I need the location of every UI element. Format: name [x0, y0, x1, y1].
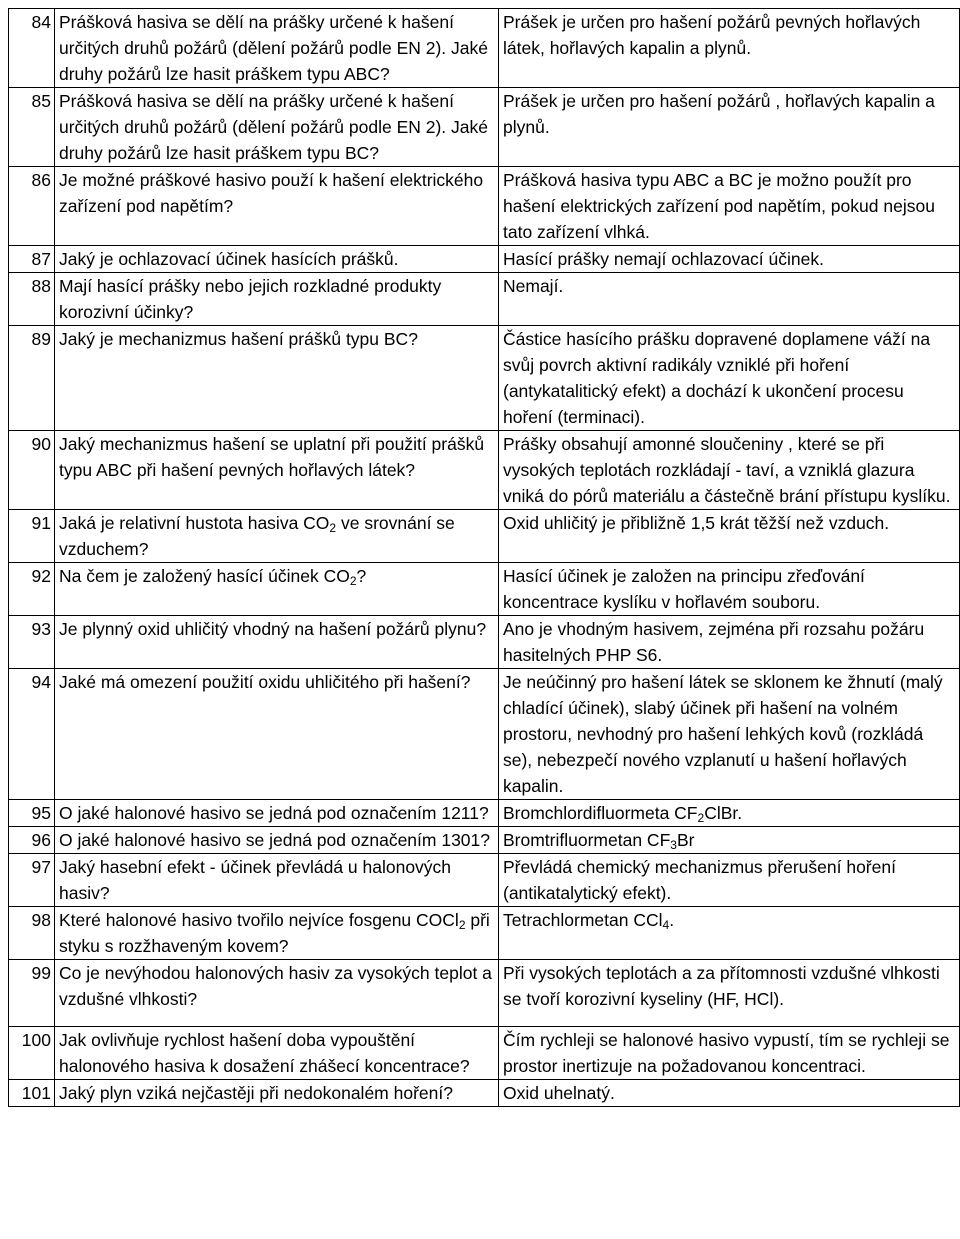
row-number: 98 [9, 907, 55, 960]
answer-cell [499, 827, 960, 854]
question-cell: Jaký je mechanizmus hašení prášků typu BC? [55, 326, 499, 431]
row-number: 88 [9, 273, 55, 326]
answer-cell: Prášková hasiva typu ABC a BC je možno použít pro hašení elektrických zařízení pod napětím, pokud nejsou tato zařízení vlhká. [499, 167, 960, 246]
answer-cell: Prášek je určen pro hašení požárů , hořlavých kapalin a plynů. [499, 88, 960, 167]
answer-text-pre: Tetrachlormetan CCl [503, 910, 663, 930]
subscript: 2 [329, 521, 337, 535]
answer-cell [499, 907, 960, 960]
row-number: 87 [9, 246, 55, 273]
row-number: 101 [9, 1080, 55, 1107]
question-cell: Jaký mechanizmus hašení se uplatní při použití prášků typu ABC při hašení pevných hořlavých látek? [55, 431, 499, 510]
question-text-pre: Které halonové hasivo tvořilo nejvíce fosgenu COCl [59, 910, 459, 930]
table-row [9, 510, 960, 563]
answer-cell: Oxid uhelnatý. [499, 1080, 960, 1107]
table-row [9, 273, 960, 326]
question-cell: Co je nevýhodou halonových hasiv za vysokých teplot a vzdušné vlhkosti? [55, 960, 499, 1027]
answer-cell: Oxid uhličitý je přibližně 1,5 krát těžší než vzduch. [499, 510, 960, 563]
question-cell [55, 563, 499, 616]
table-row [9, 167, 960, 246]
row-number: 86 [9, 167, 55, 246]
question-text-post: ve srovnání se vzduchem? [59, 513, 455, 559]
row-number: 95 [9, 800, 55, 827]
subscript: 2 [458, 918, 466, 932]
question-text-pre: Jaká je relativní hustota hasiva CO [59, 513, 330, 533]
table-row [9, 827, 960, 854]
answer-cell: Prášek je určen pro hašení požárů pevných hořlavých látek, hořlavých kapalin a plynů. [499, 9, 960, 88]
question-cell: Je plynný oxid uhličitý vhodný na hašení požárů plynu? [55, 616, 499, 669]
question-text-post: při styku s rozžhaveným kovem? [59, 910, 490, 956]
row-number: 94 [9, 669, 55, 800]
qa-table [8, 8, 960, 1107]
question-cell: Mají hasící prášky nebo jejich rozkladné produkty korozivní účinky? [55, 273, 499, 326]
answer-cell: Čím rychleji se halonové hasivo vypustí, tím se rychleji se prostor inertizuje na požadovanou koncentraci. [499, 1027, 960, 1080]
table-row [9, 1080, 960, 1107]
answer-cell [499, 800, 960, 827]
row-number: 84 [9, 9, 55, 88]
table-row [9, 431, 960, 510]
table-row [9, 9, 960, 88]
question-cell [55, 907, 499, 960]
subscript: 4 [662, 918, 670, 932]
answer-text-pre: Bromchlordifluormeta CF [503, 803, 698, 823]
question-cell: Prášková hasiva se dělí na prášky určené k hašení určitých druhů požárů (dělení požárů podle EN 2). Jaké druhy požárů lze hasit práškem typu ABC? [55, 9, 499, 88]
question-cell: Jaký je ochlazovací účinek hasících prášků. [55, 246, 499, 273]
answer-text-post: . [669, 910, 675, 930]
answer-cell: Ano je vhodným hasivem, zejména při rozsahu požáru hasitelných PHP S6. [499, 616, 960, 669]
answer-cell: Prášky obsahují amonné sloučeniny , které se při vysokých teplotách rozkládají - taví, a vzniklá glazura vniká do pórů materiálu a částečně brání přístupu kyslíku. [499, 431, 960, 510]
answer-cell: Je neúčinný pro hašení látek se sklonem ke žhnutí (malý chladící účinek), slabý účinek při hašení na volném prostoru, nevhodný pro hašení lehkých kovů (rozkládá se), nebezpečí nového vzplanutí u hašení hořlavých kapalin. [499, 669, 960, 800]
row-number: 97 [9, 854, 55, 907]
table-row [9, 669, 960, 800]
answer-cell: Hasící účinek je založen na principu zřeďování koncentrace kyslíku v hořlavém souboru. [499, 563, 960, 616]
table-row [9, 960, 960, 1027]
answer-cell: Částice hasícího prášku dopravené doplamene váží na svůj povrch aktivní radikály vzniklé při hoření (antykatalitický efekt) a dochází k ukončení procesu hoření (terminaci). [499, 326, 960, 431]
answer-cell: Převládá chemický mechanizmus přerušení hoření (antikatalytický efekt). [499, 854, 960, 907]
question-cell [55, 510, 499, 563]
row-number: 92 [9, 563, 55, 616]
subscript: 3 [670, 838, 677, 852]
table-row [9, 1027, 960, 1080]
question-text-pre: Na čem je založený hasící účinek CO [59, 566, 350, 586]
question-cell: O jaké halonové hasivo se jedná pod označením 1211? [55, 800, 499, 827]
table-row [9, 88, 960, 167]
answer-text-post: Br [676, 830, 695, 850]
question-text-post: ? [356, 566, 367, 586]
question-cell: Jak ovlivňuje rychlost hašení doba vypouštění halonového hasiva k dosažení zhášecí koncentrace? [55, 1027, 499, 1080]
table-row [9, 326, 960, 431]
table-row [9, 800, 960, 827]
table-row [9, 907, 960, 960]
row-number: 89 [9, 326, 55, 431]
row-number: 93 [9, 616, 55, 669]
answer-cell: Při vysokých teplotách a za přítomnosti vzdušné vlhkosti se tvoří korozivní kyseliny (HF, HCl). [499, 960, 960, 1027]
answer-cell: Nemají. [499, 273, 960, 326]
answer-cell: Hasící prášky nemají ochlazovací účinek. [499, 246, 960, 273]
question-cell: Jaký plyn vziká nejčastěji při nedokonalém hoření? [55, 1080, 499, 1107]
answer-text-post: ClBr. [704, 803, 743, 823]
row-number: 99 [9, 960, 55, 1027]
question-cell: Je možné práškové hasivo použí k hašení elektrického zařízení pod napětím? [55, 167, 499, 246]
question-cell: Jaké má omezení použití oxidu uhličitého při hašení? [55, 669, 499, 800]
answer-text-pre: Bromtrifluormetan CF [503, 830, 671, 850]
question-cell: Prášková hasiva se dělí na prášky určené k hašení určitých druhů požárů (dělení požárů podle EN 2). Jaké druhy požárů lze hasit práškem typu BC? [55, 88, 499, 167]
row-number: 90 [9, 431, 55, 510]
row-number: 96 [9, 827, 55, 854]
subscript: 2 [697, 811, 705, 825]
question-cell: Jaký hasební efekt - účinek převládá u halonových hasiv? [55, 854, 499, 907]
question-cell: O jaké halonové hasivo se jedná pod označením 1301? [55, 827, 499, 854]
table-row [9, 616, 960, 669]
table-row [9, 563, 960, 616]
subscript: 2 [349, 574, 357, 588]
row-number: 91 [9, 510, 55, 563]
table-row [9, 246, 960, 273]
row-number: 100 [9, 1027, 55, 1080]
row-number: 85 [9, 88, 55, 167]
table-row [9, 854, 960, 907]
